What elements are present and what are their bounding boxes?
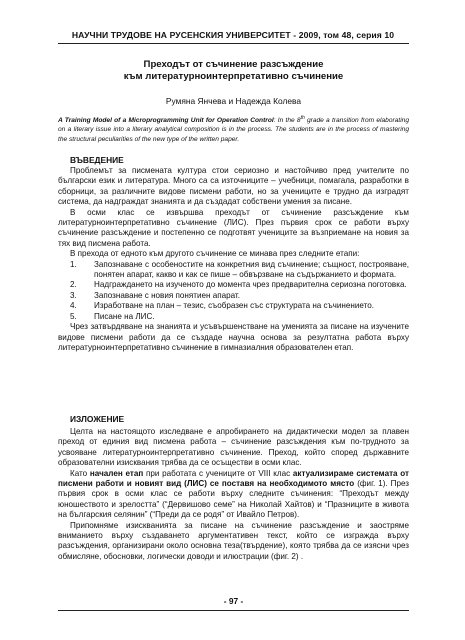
paragraph: Чрез затвърдяване на знанията и усъвършенстване на уменията за писане на изучените видове писмени работи да се създаде научна основа за резултатна работа върху литературноинтерпретативно съчинение в гимназиалния образователен етап.: [58, 322, 409, 352]
list-text: Изработване на план – тезис, съобразен със структурата на съчинението.: [94, 301, 374, 311]
list-text: Надграждането на изученото до момента чрез предварителна сериозна поготовка.: [94, 280, 407, 290]
title-line-1: Преходът от съчинение разсъждение: [143, 59, 324, 70]
section-heading-exposition: ИЗЛОЖЕНИЕ: [70, 414, 125, 424]
section-heading-introduction: ВЪВЕДЕНИЕ: [70, 155, 124, 165]
footer-rule: [58, 610, 409, 611]
list-number: 1.: [70, 259, 77, 269]
list-text: Запознаване с особеностите на конкретния вид съчинение; същност, построяване, понятен апарат, какво и как се пише – обвързване на съдържанието и формата.: [94, 259, 409, 280]
list-number: 5.: [70, 311, 77, 321]
authors: Румяна Янчева и Надежда Колева: [165, 96, 302, 106]
list-number: 2.: [70, 280, 77, 290]
list-number: 4.: [70, 301, 77, 311]
text-run: (фиг. 1). През първия срок в осми клас се работи върху следните съчинения: “Преходът между юношеството и зрелостта” (“Дервишово семе” на Николай Хайтов) и “Празниците в живота на българския селянин” (“Преди да се родя” от Ивайло Петров).: [58, 479, 410, 520]
introduction-body: [58, 166, 409, 353]
paragraph: В прехода от едното към другото съчинение се минава през следните етапи:: [70, 249, 360, 259]
paragraph: Целта на настоящото изследване е апробирането на дидактически модел за плавен преход от единия вид писмена работа – съчинение разсъждения към по-трудното за усвояване литературноинтерпретативно съчинение. Преход, който според държавните образователни изисквания трябва да се осъществи в осми клас.: [58, 427, 409, 468]
paragraph: Проблемът за писмената култура стои сериозно и настойчиво пред учителите по български език и литература. Много са са източниците – учебници, помагала, разработки в сборници, за различните видове писмени работи, но за учениците е трудно да изградят система, да надграждат знанията и да създадат собствени умения за писане.: [58, 166, 409, 207]
abstract-text-a: : In the 8: [273, 117, 301, 125]
abstract-sup: th: [300, 115, 305, 121]
paragraph: В осми клас се извършва преходът от съчинение разсъждение към литературноинтерпретативно съчинение (ЛИС). През първия срок се работи върху съчинение разсъждение и постепенно се подготвят учениците за възприемане на новия за тях вид писмена работа.: [58, 207, 409, 248]
page-number: - 97 -: [223, 596, 244, 606]
text-run: Като: [70, 468, 90, 478]
list-text: Писане на ЛИС.: [94, 311, 155, 321]
list-number: 3.: [70, 290, 77, 300]
list-item: [58, 301, 409, 311]
list-item: [58, 260, 409, 281]
header-rule: [58, 43, 409, 44]
list-item: [58, 280, 409, 290]
paragraph: Припомняме изискванията за писане на съчинение разсъждение и заостряме вниманието върху създаването аргументативен текст, който се изгражда върху разсъждения, организирани около основна теза(твърдение), която трябва да се изясни чрез обмисляне, обосновки, логически доводи и илюстрации (фиг. 2) .: [58, 520, 409, 561]
journal-header: НАУЧНИ ТРУДОВЕ НА РУСЕНСКИЯ УНИВЕРСИТЕТ - 2009, том 48, серия 10: [71, 30, 395, 40]
list-item: [58, 291, 409, 301]
bold-run: актуализираме системата от писмени работи и новият вид (ЛИС) се поставя на необходимото място: [58, 468, 409, 489]
paragraph: [58, 469, 409, 521]
list-item: [58, 312, 409, 322]
article-title: [58, 59, 409, 83]
abstract-text-b: grade a transition from elaborating on a literary issue into a literary analytical composition is in the process. The students are in the process of mastering the structural peculiarities of the new type of the written paper.: [58, 117, 409, 143]
bold-run: начален етап: [89, 468, 144, 478]
text-run: при работата с учениците от VIII клас: [143, 468, 293, 478]
list-text: Запознаване с новия понятиен апарат.: [94, 290, 240, 300]
title-line-2: към литературноинтерпретативно съчинение: [123, 71, 344, 82]
abstract-title: A Training Model of a Microprogramming Unit for Operation Control: [58, 117, 274, 125]
exposition-body: [58, 427, 409, 562]
abstract: [58, 114, 409, 144]
